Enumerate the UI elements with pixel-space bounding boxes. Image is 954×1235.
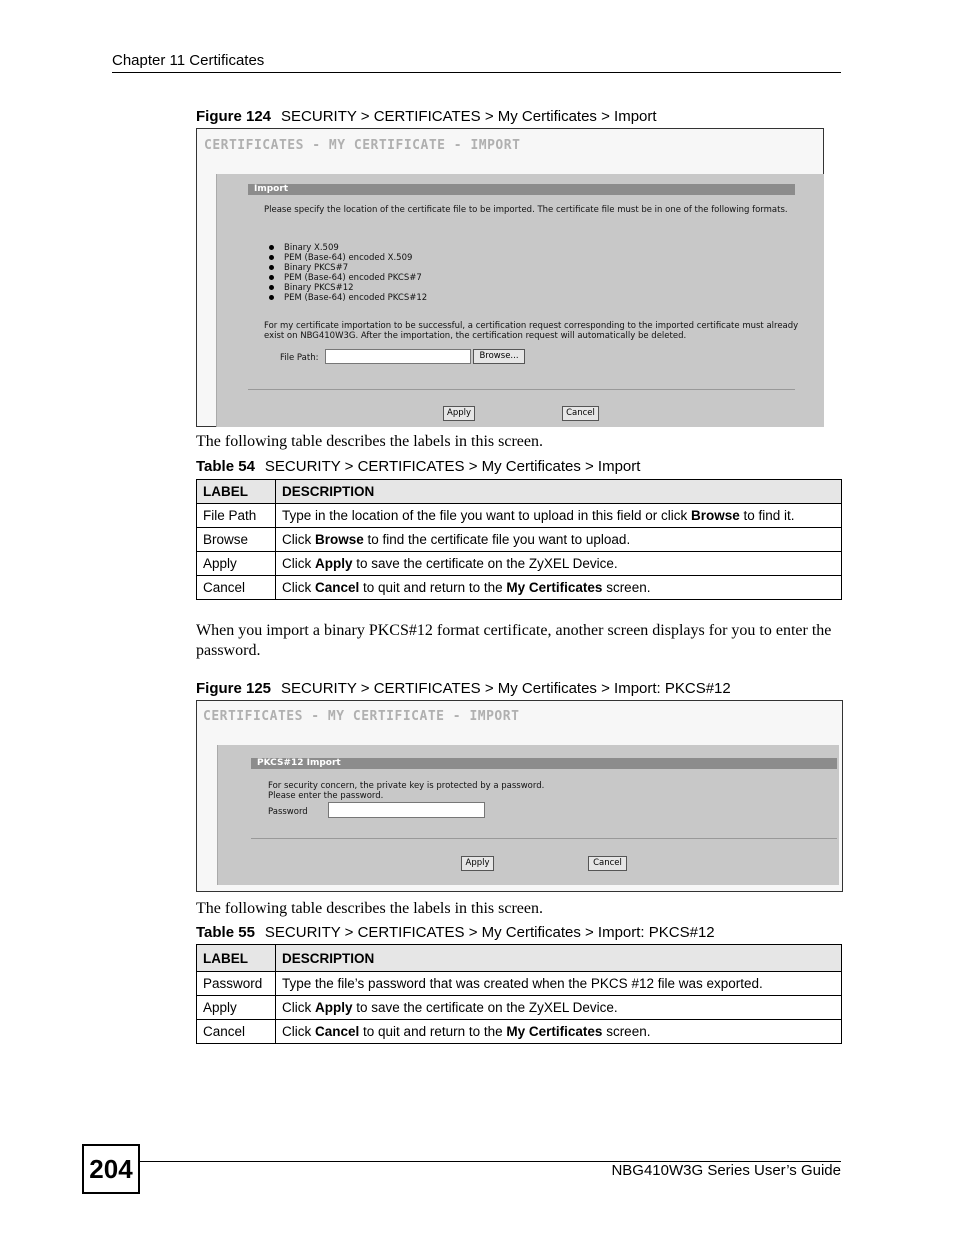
security-line: For security concern, the private key is protected by a password. bbox=[268, 781, 545, 791]
figure-125-caption bbox=[196, 680, 731, 697]
figure-125-text: SECURITY > CERTIFICATES > My Certificates > Import: PKCS#12 bbox=[281, 680, 731, 697]
row-description bbox=[276, 504, 842, 528]
row-label: Apply bbox=[197, 552, 276, 576]
description-bold: Apply bbox=[315, 556, 353, 571]
section-bar: Import bbox=[248, 184, 795, 195]
description-mid: to find it. bbox=[739, 508, 795, 523]
description-bold: Cancel bbox=[315, 580, 360, 595]
table-55-caption bbox=[196, 924, 715, 941]
table-55-intro: The following table describes the labels in this screen. bbox=[196, 900, 544, 917]
browse-button[interactable]: Browse... bbox=[473, 349, 525, 364]
format-item: PEM (Base-64) encoded PKCS#12 bbox=[284, 293, 428, 303]
format-item: PEM (Base-64) encoded X.509 bbox=[284, 253, 427, 263]
figure-124-label: Figure 124 bbox=[196, 108, 272, 125]
description-post: screen. bbox=[602, 580, 651, 595]
pkcs12-intro: When you import a binary PKCS#12 format certificate, another screen displays for you to enter the password. bbox=[196, 622, 832, 659]
description-pre: Type in the location of the file you want to upload in this field or click bbox=[282, 508, 691, 523]
figure-125-screenshot bbox=[196, 700, 843, 892]
table-row bbox=[197, 552, 842, 576]
screen-title: CERTIFICATES - MY CERTIFICATE - IMPORT bbox=[203, 709, 520, 724]
table-55-text: SECURITY > CERTIFICATES > My Certificates > Import: PKCS#12 bbox=[264, 924, 715, 941]
table-row bbox=[197, 528, 842, 552]
format-list bbox=[264, 243, 427, 303]
note-text: For my certificate importation to be successful, a certification request corresponding to the imported certificate must already exist on NBG410W3G. After the importation, the certification request will automatically be deleted. bbox=[264, 321, 799, 341]
pkcs12-panel bbox=[217, 745, 839, 885]
cancel-button[interactable]: Cancel bbox=[562, 406, 599, 421]
format-item: Binary PKCS#12 bbox=[284, 283, 427, 293]
apply-button[interactable]: Apply bbox=[461, 856, 494, 871]
table-55-label: Table 55 bbox=[196, 924, 255, 941]
description-pre: Click bbox=[282, 1000, 315, 1015]
table-55 bbox=[196, 944, 842, 1044]
table-54 bbox=[196, 479, 842, 600]
description-bold2: My Certificates bbox=[506, 1024, 603, 1039]
format-item: PEM (Base-64) encoded PKCS#7 bbox=[284, 273, 427, 283]
cancel-button[interactable]: Cancel bbox=[588, 856, 627, 871]
description-bold: Apply bbox=[315, 1000, 353, 1015]
apply-button[interactable]: Apply bbox=[443, 406, 475, 421]
row-label: Apply bbox=[197, 996, 276, 1020]
table-54-text: SECURITY > CERTIFICATES > My Certificates > Import bbox=[264, 458, 641, 475]
row-description bbox=[276, 576, 842, 600]
screen-title: CERTIFICATES - MY CERTIFICATE - IMPORT bbox=[204, 138, 521, 153]
row-label: Browse bbox=[197, 528, 276, 552]
table-row bbox=[197, 996, 842, 1020]
table-row bbox=[197, 972, 842, 996]
row-description bbox=[276, 552, 842, 576]
description-bold: Cancel bbox=[315, 1024, 360, 1039]
table-row bbox=[197, 576, 842, 600]
figure-124-text: SECURITY > CERTIFICATES > My Certificates > Import bbox=[281, 108, 657, 125]
description-pre: Type the file’s password that was created when the PKCS #12 file was exported. bbox=[282, 976, 763, 991]
col-label-header: LABEL bbox=[197, 945, 276, 972]
description-pre: Click bbox=[282, 580, 315, 595]
figure-124-screenshot bbox=[196, 128, 824, 427]
separator bbox=[251, 838, 837, 839]
row-description bbox=[276, 996, 842, 1020]
separator bbox=[248, 389, 795, 390]
table-row bbox=[197, 1020, 842, 1044]
password-input[interactable] bbox=[328, 802, 485, 818]
description-mid: to quit and return to the bbox=[359, 1024, 507, 1039]
format-item: Binary PKCS#7 bbox=[284, 263, 427, 273]
col-description-header: DESCRIPTION bbox=[276, 945, 842, 972]
row-description bbox=[276, 972, 842, 996]
password-label: Password bbox=[268, 807, 308, 817]
row-label: Cancel bbox=[197, 576, 276, 600]
row-label: Password bbox=[197, 972, 276, 996]
col-label-header: LABEL bbox=[197, 480, 276, 504]
description-mid: to find the certificate file you want to upload. bbox=[363, 532, 631, 547]
import-panel bbox=[216, 174, 824, 427]
header-rule bbox=[112, 72, 841, 73]
table-54-intro: The following table describes the labels in this screen. bbox=[196, 433, 544, 450]
description-bold: Browse bbox=[315, 532, 364, 547]
intro-text: Please specify the location of the certificate file to be imported. The certificate file must be in one of the following formats. bbox=[264, 205, 788, 215]
format-item: Binary X.509 bbox=[284, 243, 427, 253]
file-path-label: File Path: bbox=[280, 353, 319, 363]
row-label: Cancel bbox=[197, 1020, 276, 1044]
figure-124-caption bbox=[196, 108, 657, 125]
description-pre: Click bbox=[282, 532, 315, 547]
guide-title: NBG410W3G Series User’s Guide bbox=[611, 1162, 841, 1179]
section-bar: PKCS#12 Import bbox=[251, 758, 837, 769]
enter-password-line: Please enter the password. bbox=[268, 791, 384, 801]
file-path-input[interactable] bbox=[325, 349, 471, 364]
description-mid: to quit and return to the bbox=[359, 580, 507, 595]
figure-125-label: Figure 125 bbox=[196, 680, 272, 697]
row-description bbox=[276, 528, 842, 552]
description-post: screen. bbox=[602, 1024, 651, 1039]
description-pre: Click bbox=[282, 556, 315, 571]
description-bold2: My Certificates bbox=[506, 580, 603, 595]
description-pre: Click bbox=[282, 1024, 315, 1039]
row-description bbox=[276, 1020, 842, 1044]
table-54-caption bbox=[196, 458, 640, 475]
chapter-title: Chapter 11 Certificates bbox=[112, 52, 265, 69]
description-bold: Browse bbox=[690, 508, 740, 523]
description-mid: to save the certificate on the ZyXEL Device. bbox=[352, 556, 618, 571]
row-label: File Path bbox=[197, 504, 276, 528]
table-54-label: Table 54 bbox=[196, 458, 255, 475]
col-description-header: DESCRIPTION bbox=[276, 480, 842, 504]
table-row bbox=[197, 504, 842, 528]
page-number: 204 bbox=[82, 1144, 140, 1194]
description-mid: to save the certificate on the ZyXEL Device. bbox=[352, 1000, 618, 1015]
